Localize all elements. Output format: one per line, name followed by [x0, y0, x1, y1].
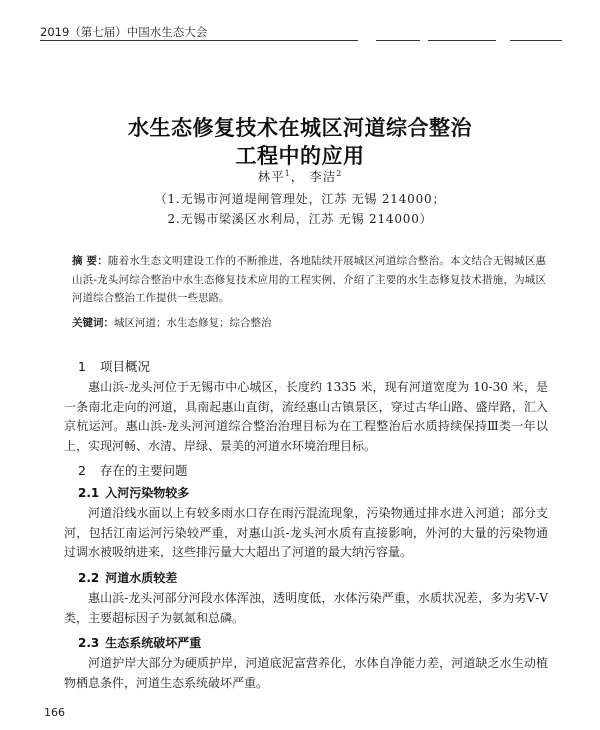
section-number: 2: [78, 463, 86, 478]
keywords-label: 关键词：: [72, 317, 114, 329]
abstract-label: 摘 要：: [72, 255, 108, 267]
subsection-heading: [78, 634, 201, 651]
section-title: 项目概况: [100, 359, 151, 374]
body-paragraph: 惠山浜-龙头河部分河段水体浑浊，透明度低，水体污染严重，水质状况差，多为劣Ⅴ-Ⅴ类，主要超标因子为氨氮和总磷。: [64, 591, 548, 625]
affiliation-mark: 1: [284, 168, 291, 178]
paper-title-line1: 水生态修复技术在城区河道综合整治: [128, 116, 472, 140]
keywords: [72, 315, 546, 330]
header-rule: [40, 40, 358, 41]
subsection-heading: [78, 569, 177, 586]
page-number: 166: [44, 706, 65, 719]
subsection-number: 2.1: [78, 486, 100, 500]
affiliation-2: 2.无锡市梁溪区水利局，江苏 无锡 214000）: [167, 212, 433, 226]
keywords-text: 城区河道；水生态修复；综合整治: [114, 317, 272, 329]
author-separator: ，: [290, 169, 305, 184]
running-header: 2019（第七届）中国水生态大会: [40, 25, 208, 39]
authors: [0, 167, 600, 185]
section-number: 1: [78, 359, 86, 374]
subsection-title: 河道水质较差: [105, 571, 178, 585]
paper-title-line2: 工程中的应用: [235, 144, 365, 168]
body-paragraph: 惠山浜-龙头河位于无锡市中心城区，长度约 1335 米，现有河道宽度为 10-30 米，是一条南北走向的河道，具南起惠山直街，流经惠山古镇景区，穿过古华山路、盛岸路，汇入京杭运河。惠山浜-龙头河河道综合整治治理目标为在工程整治后水质持续保持Ⅲ类一年以上，实现河畅、水清、岸绿、景美的河道水环境治理目标。: [64, 380, 548, 453]
header-rule: [376, 40, 420, 41]
affiliation-mark: 2: [336, 168, 343, 178]
author-name: 林平: [257, 169, 285, 184]
header-rule: [510, 40, 562, 41]
subsection-number: 2.2: [78, 571, 100, 585]
subsection-heading: [78, 484, 189, 501]
section-heading: [78, 357, 150, 375]
subsection-title: 入河污染物较多: [105, 486, 190, 500]
abstract: [72, 252, 546, 308]
body-paragraph: 河道沿线水面以上有较多雨水口存在雨污混流现象，污染物通过排水进入河道；部分支河，包括江南运河污染较严重，对惠山浜-龙头河水质有直接影响，外河的大量的污染物通过调水被吸纳进来，这些排污量大大超出了河道的最大纳污容量。: [64, 506, 548, 559]
author-name: 李洁: [309, 169, 337, 184]
subsection-number: 2.3: [78, 636, 100, 650]
header-rule: [428, 40, 496, 41]
affiliation-1: （1.无锡市河道堤闸管理处，江苏 无锡 214000；: [154, 192, 446, 206]
abstract-text: 随着水生态文明建设工作的不断推进，各地陆续开展城区河道综合整治。本文结合无锡城区惠山浜-龙头河综合整治中水生态修复技术应用的工程实例，介绍了主要的水生态修复技术措施，为城区河道综合整治工作提供一些思路。: [72, 255, 547, 304]
section-heading: [78, 461, 188, 479]
body-paragraph: 河道护岸大部分为硬质护岸，河道底泥富营养化，水体自净能力差，河道缺乏水生动植物栖息条件，河道生态系统破坏严重。: [64, 656, 548, 690]
subsection-title: 生态系统破坏严重: [105, 636, 202, 650]
section-title: 存在的主要问题: [100, 463, 188, 478]
